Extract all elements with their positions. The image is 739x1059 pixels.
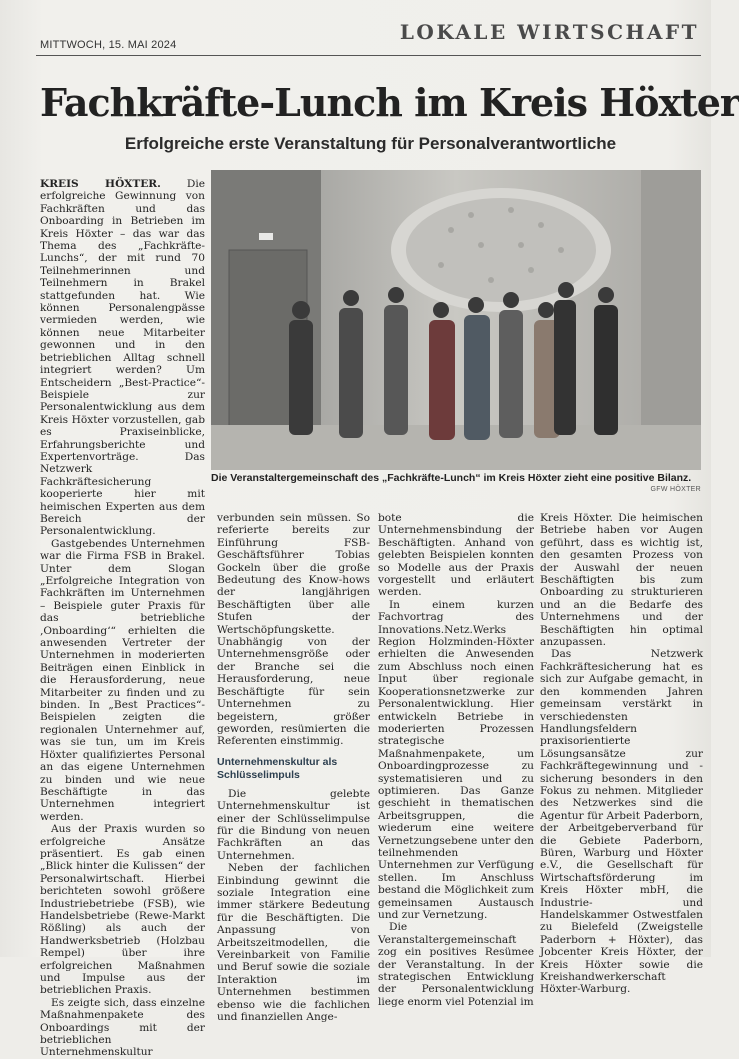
article-column-1 bbox=[40, 178, 205, 1059]
article-column-3 bbox=[378, 512, 534, 1008]
article-paragraph: verbunden sein müssen. So referierte bereits zur Einführung FSB-Geschäftsführer Tobias Gockeln über die große Bedeutung des Know-hows der langjährigen Beschäftigten über alle Stufen der Wertschöpfungskette. Unabhängig von der Unternehmensgröße oder der Branche sei die Herausforderung, neue Beschäftigte für sein Unternehmen zu begeistern, größer geworden, resümierten die Referenten einstimmig. bbox=[217, 512, 370, 748]
header-divider bbox=[36, 55, 701, 56]
group-photo-icon bbox=[211, 170, 701, 470]
article-paragraph: Es zeigte sich, dass einzelne Maßnahmenpakete des Onboardings mit der betrieblichen Unternehmenskultur bbox=[40, 996, 205, 1059]
article-subheadline: Erfolgreiche erste Veranstaltung für Personalverantwortliche bbox=[124, 134, 617, 153]
article-subtitle: Unternehmenskultur als Schlüsselimpuls bbox=[217, 755, 338, 781]
article-paragraph: Aus der Praxis wurden so erfolgreiche Ansätze präsentiert. Es gab einen „Blick hinter die Kulissen“ der Personalwirtschaft. Hierbei berichteten sowohl größere Industriebetriebe (FSB), wie Handelsbetriebe (Rewe-Markt Rößling) als auch der Handwerksbetrieb (Holzbau Rempel) über ihre erfolgreichen Maßnahmen und Impulse aus der betrieblichen Praxis. bbox=[40, 823, 205, 997]
photo-caption: Die Veranstaltergemeinschaft des „Fachkräfte-Lunch“ im Kreis Höxter zieht eine positive Bilanz. bbox=[211, 472, 692, 484]
paragraph-text: Die erfolgreiche Gewinnung von Fachkräften und das Onboarding in Betrieben im Kreis Höxter – das war das Thema des „Fachkräfte-Lunchs“, der mit rund 70 Teilnehmerinnen und Teilnehmern in Brakel stattgefunden hat. Wie können Personalengpässe vermieden werden, wie können neue Mitarbeiter gewonnen und in den betrieblichen Alltag schnell integriert werden? Um Entscheidern „Best-Practice“-Beispiele zur Personalentwicklung aus dem Kreis Höxter vorzustellen, gab es Praxiseinblicke, Erfahrungsberichte und Expertenvorträge. Das Netzwerk Fachkräftesicherung kooperierte hier mit heimischen Experten aus dem Bereich der Personalentwicklung. bbox=[40, 178, 205, 538]
article-paragraph: Kreis Höxter. Die heimischen Betriebe haben vor Augen geführt, dass es wichtig ist, den gesamten Prozess von der Auswahl der neuen Beschäftigten bis zum Onboarding zu strukturieren und an die Bedarfe des Unternehmens und der Beschäftigten hin optimal anzupassen. bbox=[540, 512, 703, 649]
article-paragraph: Gastgebendes Unternehmen war die Firma FSB in Brakel. Unter dem Slogan „Erfolgreiche Integration von Fachkräften im Unternehmen – Beispiele guter Praxis für das betriebliche ‚Onboarding‘“ erhielten die anwesenden Vertreter der Unternehmen in moderierten Beiträgen einen Einblick in die Herausforderung, neue Mitarbeiter zu finden und zu binden. In „Best Practices“-Beispielen zeigten die regionalen Unternehmer auf, was sie tun, um im Kreis Höxter qualifiziertes Personal an das eigene Unternehmen zu binden und wie neue Beschäftigte in das Unternehmen integriert werden. bbox=[40, 537, 205, 823]
article-headline: Fachkräfte-Lunch im Kreis Höxter bbox=[40, 80, 739, 125]
photo-credit: GFW HÖXTER bbox=[650, 486, 701, 493]
article-column-2 bbox=[217, 512, 370, 1024]
section-title: LOKALE WIRTSCHAFT bbox=[399, 20, 699, 44]
article-paragraph: Das Netzwerk Fachkräftesicherung hat es sich zur Aufgabe gemacht, in den kommenden Jahren gemeinsam verstärkt in verschiedensten Handlungsfeldern praxisorientierte Lösungsansätze zur Fachkräftegewinnung und -sicherung besonders in den Fokus zu nehmen. Mitglieder des Netzwerkes sind die Agentur für Arbeit Paderborn, der Arbeitgeberverband für die Gebiete Paderborn, Büren, Warburg und Höxter e.V., die Gesellschaft für Wirtschaftsförderung im Kreis Höxter mbH, die Industrie- und Handelskammer Ostwestfalen zu Bielefeld (Zweigstelle Paderborn + Höxter), das Jobcenter Kreis Höxter, der Kreis Höxter sowie die Kreishandwerkerschaft Höxter-Warburg. bbox=[540, 648, 703, 996]
article-paragraph: Neben der fachlichen Einbindung gewinnt die soziale Integration eine immer stärkere Bedeutung für die Beschäftigten. Die Anpassung von Arbeitszeitmodellen, die Vereinbarkeit von Familie und Beruf sowie die soziale Interaktion im Unternehmen bestimmen ebenso wie die fachlichen und finanziellen Ange- bbox=[217, 862, 370, 1024]
article-dateline: KREIS HÖXTER. bbox=[40, 178, 161, 190]
article-paragraph: Die gelebte Unternehmenskultur ist einer der Schlüsselimpulse für die Bindung von neuen Fachkräften an das Unternehmen. bbox=[217, 787, 370, 862]
article-paragraph: Die Veranstaltergemeinschaft zog ein positives Resümee der Veranstaltung. In der strategischen Entwicklung der Personalentwicklung liege enorm viel Potenzial im bbox=[378, 921, 534, 1008]
article-column-4 bbox=[540, 512, 703, 996]
issue-date: MITTWOCH, 15. MAI 2024 bbox=[40, 39, 177, 51]
article-paragraph: In einem kurzen Fachvortrag des Innovations.Netz.Werks Region Holzminden-Höxter erhielten die Anwesenden zum Abschluss noch einen Input über regionale Kooperationsnetzwerke zur Personalentwicklung. Hier entwickeln Betriebe in moderierten Prozessen strategische Maßnahmenpakete, um Onboardingprozesse zu systematisieren und zu optimieren. Das Ganze geschieht in thematischen Arbeitsgruppen, die wiederum eine weitere Vernetzungsebene unter den teilnehmenden Unternehmen zur Verfügung stellen. Im Anschluss bestand die Möglichkeit zum gemeinsamen Austausch und zur Vernetzung. bbox=[378, 598, 534, 921]
article-paragraph: bote die Unternehmensbindung der Beschäftigten. Anhand von gelebten Beispielen konnten so Modelle aus der Praxis vorgestellt und erläutert werden. bbox=[378, 512, 534, 599]
article-paragraph bbox=[40, 178, 205, 538]
group-photo bbox=[211, 170, 701, 470]
